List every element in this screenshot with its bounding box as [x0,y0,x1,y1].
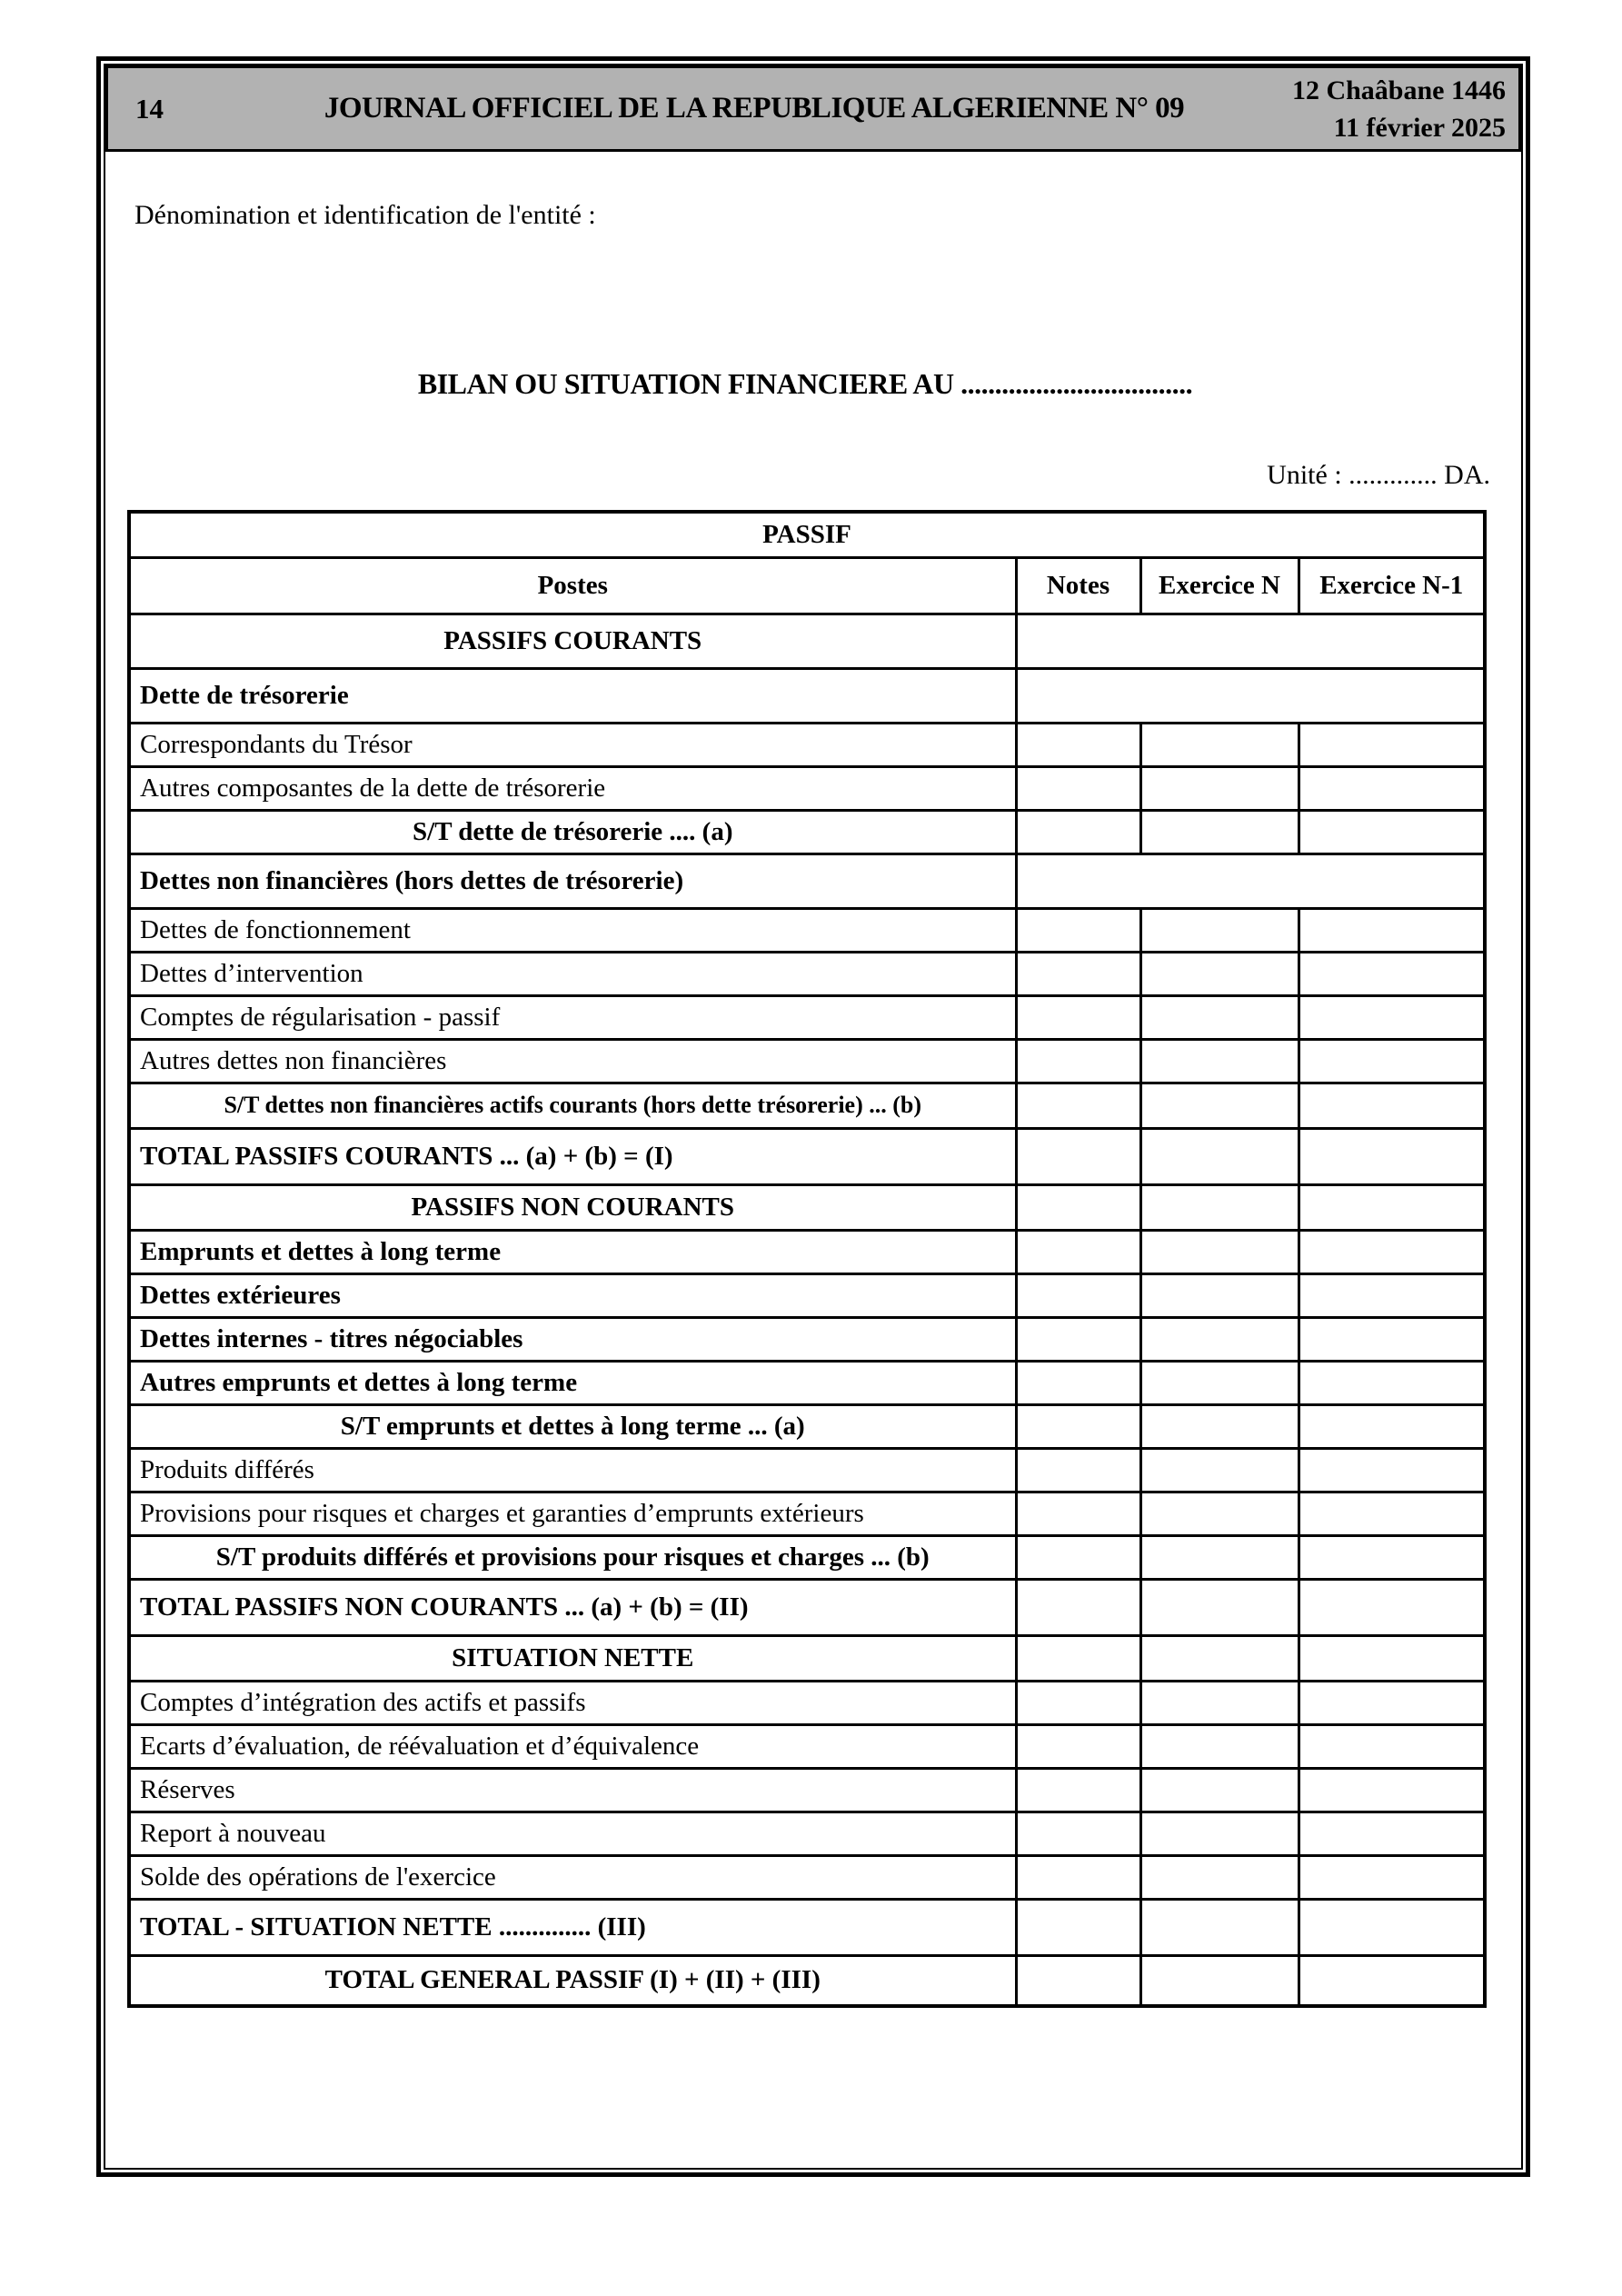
empty-value-cell [1016,614,1485,668]
cell-exercice-n [1140,1681,1299,1724]
cell-notes [1016,1768,1140,1812]
table-row [129,1899,1485,1955]
column-header-notes: Notes [1016,557,1140,614]
table-row [129,1635,1485,1681]
table-row [129,908,1485,952]
cell-exercice-n1 [1299,1579,1485,1635]
cell-notes [1016,1535,1140,1579]
table-row [129,810,1485,854]
cell-exercice-n1 [1299,1230,1485,1273]
cell-notes [1016,1128,1140,1184]
row-label: Dettes de fonctionnement [129,908,1016,952]
passif-table [127,510,1487,2008]
row-label: PASSIFS COURANTS [129,614,1016,668]
cell-exercice-n1 [1299,1184,1485,1230]
cell-exercice-n1 [1299,1855,1485,1899]
row-label: Autres emprunts et dettes à long terme [129,1361,1016,1404]
row-label: TOTAL GENERAL PASSIF (I) + (II) + (III) [129,1955,1016,2006]
row-label: Réserves [129,1768,1016,1812]
date-gregorian: 11 février 2025 [1333,112,1506,143]
cell-notes [1016,1230,1140,1273]
table-row [129,854,1485,908]
row-label: PASSIFS NON COURANTS [129,1184,1016,1230]
column-header-exercice-n1: Exercice N-1 [1299,557,1485,614]
row-label: SITUATION NETTE [129,1635,1016,1681]
cell-exercice-n1 [1299,1128,1485,1184]
cell-exercice-n1 [1299,810,1485,854]
row-label: TOTAL - SITUATION NETTE .............. (III) [129,1899,1016,1955]
row-label: S/T dettes non financières actifs courants (hors dette trésorerie) ... (b) [129,1083,1016,1128]
row-label: Solde des opérations de l'exercice [129,1855,1016,1899]
row-label: Autres dettes non financières [129,1039,1016,1083]
cell-exercice-n [1140,1724,1299,1768]
table-header-row [129,557,1485,614]
cell-exercice-n [1140,1273,1299,1317]
table-row [129,952,1485,995]
table-row [129,1273,1485,1317]
table-row [129,1955,1485,2006]
table-row [129,1535,1485,1579]
cell-exercice-n1 [1299,1535,1485,1579]
cell-exercice-n [1140,1579,1299,1635]
table-row [129,668,1485,723]
cell-exercice-n [1140,810,1299,854]
cell-exercice-n [1140,1899,1299,1955]
row-label: Comptes de régularisation - passif [129,995,1016,1039]
table-row [129,723,1485,766]
row-label: Dettes d’intervention [129,952,1016,995]
cell-exercice-n [1140,995,1299,1039]
row-label: Report à nouveau [129,1812,1016,1855]
cell-exercice-n1 [1299,766,1485,810]
column-header-postes: Postes [129,557,1016,614]
issue-dates [1246,72,1518,146]
row-label: Dette de trésorerie [129,668,1016,723]
cell-exercice-n1 [1299,1724,1485,1768]
cell-exercice-n1 [1299,1273,1485,1317]
cell-exercice-n [1140,1317,1299,1361]
cell-exercice-n [1140,723,1299,766]
row-label: Correspondants du Trésor [129,723,1016,766]
cell-notes [1016,1083,1140,1128]
cell-exercice-n1 [1299,1899,1485,1955]
row-label: Produits différés [129,1448,1016,1492]
cell-notes [1016,1273,1140,1317]
row-label: S/T dette de trésorerie .... (a) [129,810,1016,854]
cell-exercice-n [1140,908,1299,952]
cell-notes [1016,995,1140,1039]
cell-exercice-n1 [1299,1768,1485,1812]
cell-notes [1016,1361,1140,1404]
table-row [129,995,1485,1039]
cell-exercice-n1 [1299,1955,1485,2006]
table-row [129,1681,1485,1724]
cell-exercice-n [1140,1128,1299,1184]
table-row [129,1083,1485,1128]
cell-exercice-n1 [1299,1039,1485,1083]
table-title: PASSIF [129,512,1485,557]
cell-exercice-n1 [1299,1317,1485,1361]
cell-notes [1016,1899,1140,1955]
table-row [129,614,1485,668]
cell-exercice-n1 [1299,1635,1485,1681]
date-hijri: 12 Chaâbane 1446 [1291,75,1506,105]
cell-exercice-n [1140,1039,1299,1083]
cell-notes [1016,952,1140,995]
journal-title: JOURNAL OFFICIEL DE LA REPUBLIQUE ALGERIENNE N° 09 [323,92,1185,125]
row-label: Comptes d’intégration des actifs et passifs [129,1681,1016,1724]
table-row [129,1579,1485,1635]
cell-exercice-n1 [1299,1681,1485,1724]
cell-exercice-n1 [1299,1492,1485,1535]
cell-notes [1016,1955,1140,2006]
row-label: Emprunts et dettes à long terme [129,1230,1016,1273]
cell-exercice-n1 [1299,1404,1485,1448]
cell-notes [1016,1317,1140,1361]
cell-notes [1016,1812,1140,1855]
cell-exercice-n1 [1299,1812,1485,1855]
table-row [129,766,1485,810]
document-title: BILAN OU SITUATION FINANCIERE AU .................................. [417,367,1193,400]
cell-exercice-n1 [1299,952,1485,995]
row-label: TOTAL PASSIFS COURANTS ... (a) + (b) = (I) [129,1128,1016,1184]
cell-notes [1016,1724,1140,1768]
cell-exercice-n [1140,1768,1299,1812]
row-label: S/T produits différés et provisions pour risques et charges ... (b) [129,1535,1016,1579]
cell-exercice-n1 [1299,1361,1485,1404]
cell-notes [1016,766,1140,810]
unit-note: Unité : ............. DA. [1267,460,1490,490]
table-row [129,1724,1485,1768]
page-number: 14 [135,92,164,125]
cell-notes [1016,1635,1140,1681]
cell-exercice-n [1140,1812,1299,1855]
cell-notes [1016,1039,1140,1083]
row-label: Dettes internes - titres négociables [129,1317,1016,1361]
cell-exercice-n [1140,1361,1299,1404]
table-row [129,1768,1485,1812]
cell-exercice-n [1140,1635,1299,1681]
cell-notes [1016,1681,1140,1724]
row-label: TOTAL PASSIFS NON COURANTS ... (a) + (b) = (II) [129,1579,1016,1635]
table-row [129,1448,1485,1492]
cell-exercice-n1 [1299,908,1485,952]
table-row [129,1855,1485,1899]
table-row [129,1039,1485,1083]
cell-exercice-n [1140,1230,1299,1273]
row-label: Provisions pour risques et charges et garanties d’emprunts extérieurs [129,1492,1016,1535]
empty-value-cell [1016,854,1485,908]
cell-exercice-n [1140,766,1299,810]
table-row [129,1230,1485,1273]
table-row [129,1184,1485,1230]
cell-exercice-n [1140,1448,1299,1492]
row-label: Dettes extérieures [129,1273,1016,1317]
cell-exercice-n [1140,1184,1299,1230]
cell-exercice-n [1140,1955,1299,2006]
cell-exercice-n1 [1299,1448,1485,1492]
table-row [129,1361,1485,1404]
cell-notes [1016,1404,1140,1448]
table-row [129,1404,1485,1448]
cell-exercice-n [1140,1535,1299,1579]
cell-exercice-n [1140,952,1299,995]
cell-exercice-n [1140,1404,1299,1448]
table-title-row [129,512,1485,557]
row-label: Autres composantes de la dette de trésorerie [129,766,1016,810]
cell-exercice-n [1140,1492,1299,1535]
table-row [129,1812,1485,1855]
cell-notes [1016,810,1140,854]
masthead-band [105,65,1521,152]
row-label: Dettes non financières (hors dettes de trésorerie) [129,854,1016,908]
cell-notes [1016,1492,1140,1535]
table-body [129,614,1485,2006]
cell-notes [1016,723,1140,766]
entity-identification-label: Dénomination et identification de l'entité : [134,200,596,230]
cell-exercice-n1 [1299,995,1485,1039]
cell-notes [1016,1855,1140,1899]
column-header-exercice-n: Exercice N [1140,557,1299,614]
cell-notes [1016,1448,1140,1492]
cell-notes [1016,1579,1140,1635]
cell-exercice-n1 [1299,1083,1485,1128]
table-row [129,1492,1485,1535]
cell-exercice-n [1140,1855,1299,1899]
cell-notes [1016,908,1140,952]
cell-exercice-n1 [1299,723,1485,766]
cell-exercice-n [1140,1083,1299,1128]
row-label: Ecarts d’évaluation, de réévaluation et d’équivalence [129,1724,1016,1768]
table-row [129,1317,1485,1361]
row-label: S/T emprunts et dettes à long terme ... (a) [129,1404,1016,1448]
empty-value-cell [1016,668,1485,723]
table-row [129,1128,1485,1184]
cell-notes [1016,1184,1140,1230]
